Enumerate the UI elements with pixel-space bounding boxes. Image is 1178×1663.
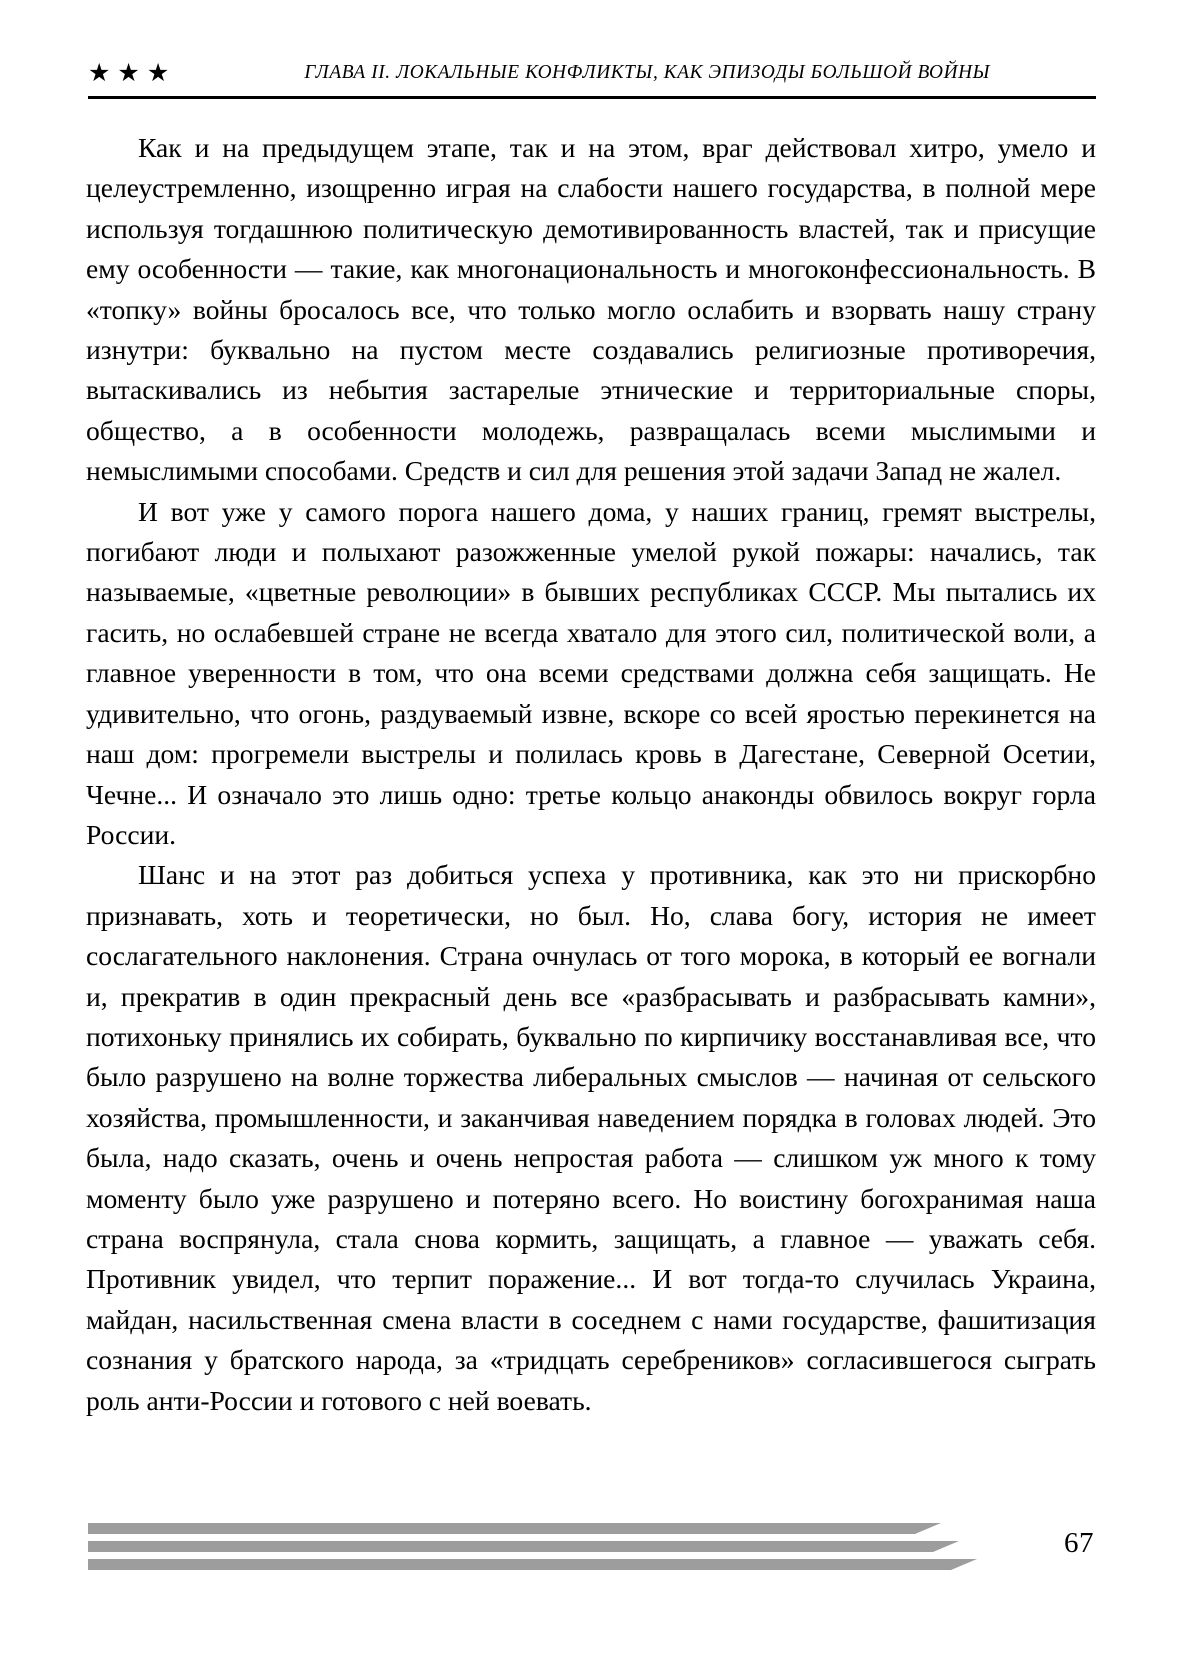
star-ornament bbox=[88, 61, 169, 86]
ornament-bar bbox=[88, 1523, 915, 1534]
paragraph: Как и на предыдущем этапе, так и на этом, враг действовал хитро, умело и целеустремленно, изощренно играя на слабости нашего государства, в полной мере используя тогдашнюю политическую демотивированность властей, так и присущие ему особенности — такие, как многонациональность и многоконфессиональность. В «топку» войны бросалось все, что только могло ослабить и взорвать нашу страну изнутри: буквально на пустом месте создавались религиозные противоречия, вытаскивались из небытия застарелые этнические и территориальные споры, общество, а в особенности молодежь, развращалась всеми мыслимыми и немыслимыми способами. Средств и сил для решения этой задачи Запад не жалел. bbox=[86, 132, 1096, 487]
running-head bbox=[88, 50, 1096, 96]
ornament-bar bbox=[88, 1559, 951, 1570]
page-number: 67 bbox=[1064, 1527, 1094, 1559]
star-icon: ★ bbox=[117, 59, 140, 87]
page-footer bbox=[0, 1523, 1178, 1603]
footer-ornament bbox=[88, 1523, 951, 1570]
header-rule bbox=[88, 96, 1096, 99]
ornament-bar bbox=[88, 1541, 933, 1552]
star-icon: ★ bbox=[146, 59, 170, 87]
body-text bbox=[86, 128, 1096, 1421]
paragraph: Шанс и на этот раз добиться успеха у противника, как это ни прискорбно признавать, хоть и теоретически, но был. Но, слава богу, история не имеет сослагательного наклонения. Страна очнулась от того морока, в который ее вогнали и, прекратив в один прекрасный день все «разбрасывать и разбрасывать камни», потихоньку принялись их собирать, буквально по кирпичику восстанавливая все, что было разрушено на волне торжества либеральных смыслов — начиная от сельского хозяйства, промышленности, и заканчивая наведением порядка в головах людей. Это была, надо сказать, очень и очень непростая работа — слишком уж много к тому моменту было уже разрушено и потеряно всего. Но воистину богохранимая наша страна воспрянула, стала снова кормить, защищать, а главное — уважать себя. Противник увидел, что терпит поражение... И вот тогда-то случилась Украина, майдан, насильственная смена власти в соседнем с нами государстве, фашитизация сознания у братского народа, за «тридцать серебреников» согласившегося сыграть роль анти-России и готового с ней воевать. bbox=[86, 859, 1096, 1416]
chapter-title: ГЛАВА II. ЛОКАЛЬНЫЕ КОНФЛИКТЫ, КАК ЭПИЗОДЫ БОЛЬШОЙ ВОЙНЫ bbox=[304, 62, 991, 83]
paragraph: И вот уже у самого порога нашего дома, у наших границ, гремят выстрелы, погибают люди и полыхают разожженные умелой рукой пожары: начались, так называемые, «цветные революции» в бывших республиках СССР. Мы пытались их гасить, но ослабевшей стране не всегда хватало для этого сил, политической воли, а главное уверенности в том, что она всеми средствами должна себя защищать. Не удивительно, что огонь, раздуваемый извне, вскоре со всей яростью перекинется на наш дом: прогремели выстрелы и полилась кровь в Дагестане, Северной Осетии, Чечне... И означало это лишь одно: третье кольцо анаконды обвилось вокруг горла России. bbox=[86, 495, 1096, 850]
star-icon: ★ bbox=[88, 59, 111, 87]
